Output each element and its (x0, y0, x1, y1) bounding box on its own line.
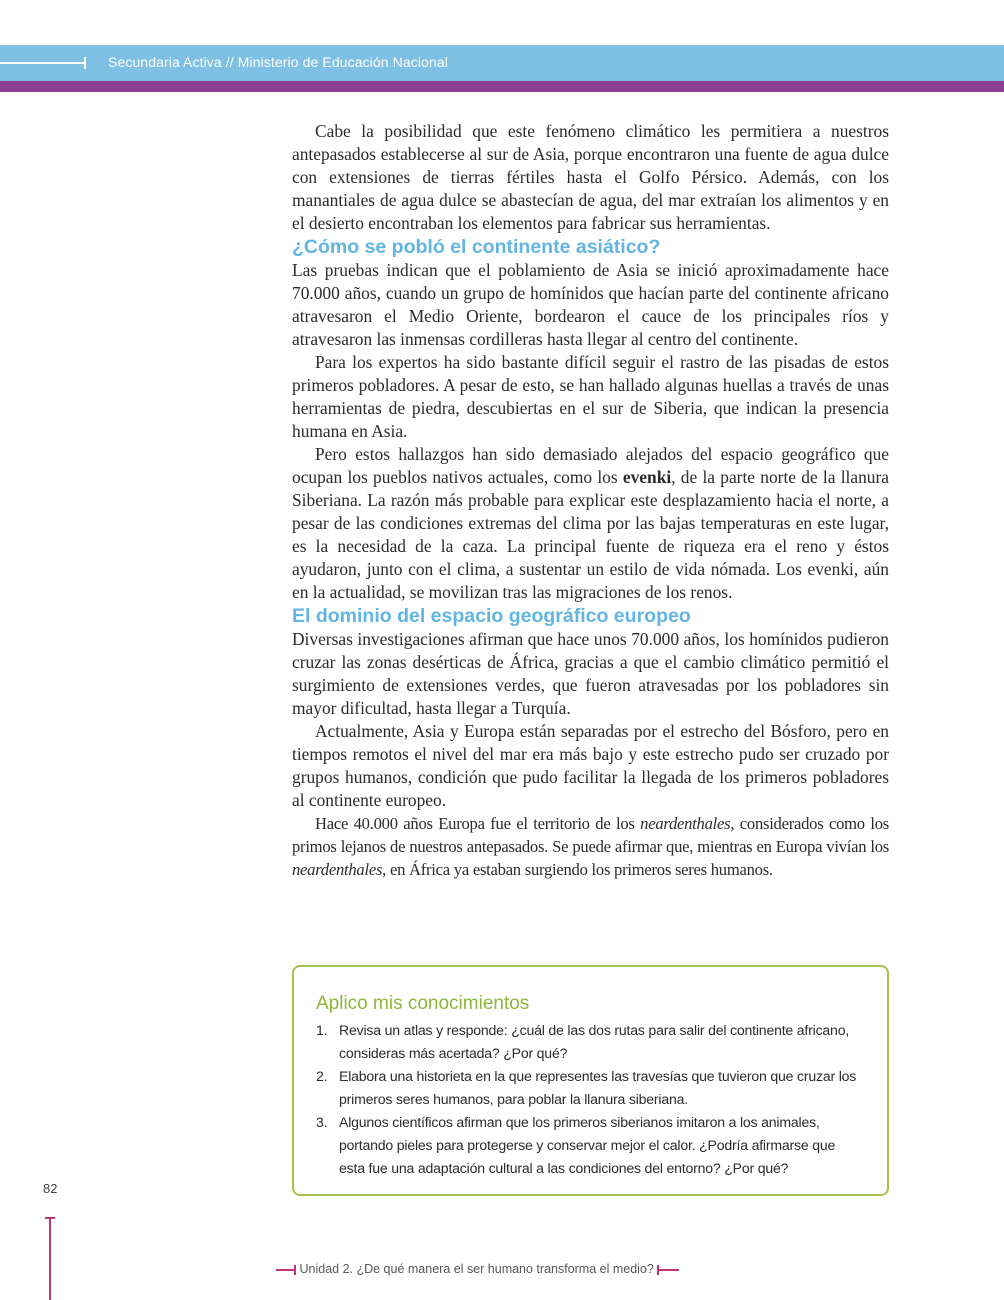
activity-item (316, 1111, 864, 1180)
header-stripe (0, 81, 1004, 92)
activity-item-text: Algunos científicos afirman que los primeros siberianos imitaron a los animales, portando pieles para protegerse y conservar mejor el calor. ¿Podría afirmarse que esta fue una adaptación cultural a las condiciones del entorno? ¿Por qué? (339, 1114, 836, 1176)
page-number: 82 (43, 1181, 58, 1196)
activity-item-number: 1. (316, 1022, 328, 1038)
asia-paragraph-3 (292, 443, 889, 604)
asia-paragraph-1: Las pruebas indican que el poblamiento de Asia se inició aproximadamente hace 70.000 años, cuando un grupo de homínidos que hacían parte del continente africano atravesaron el Medio Oriente, bordearon el cauce de los principales ríos y atravesaron las inmensas cordilleras hasta llegar al centro del continente. (292, 260, 889, 349)
header-rule (0, 62, 85, 64)
asia-paragraph-2: Para los expertos ha sido bastante difícil seguir el rastro de las pisadas de estos primeros pobladores. A pesar de esto, se han hallado algunas huellas a través de unas herramientas de piedra, descubiertas en el sur de Siberia, que indican la presencia humana en Asia. (292, 352, 889, 441)
activity-item (316, 1065, 864, 1111)
margin-rule (49, 1218, 51, 1300)
footer-rule-left (276, 1269, 296, 1271)
activity-item-text: Elabora una historieta en la que representes las travesías que tuvieron que cruzar los primeros seres humanos, para poblar la llanura siberiana. (339, 1068, 857, 1107)
evenki-term: evenki (622, 467, 672, 487)
europe-paragraph-3 (292, 812, 889, 881)
asia-p3-text-b: , de la parte norte de la llanura Siberiana. La razón más probable para explicar este desplazamiento hacia el norte, a pesar de las condiciones extremas del clima por las bajas temperaturas en este lugar, es la necesidad de la caza. La principal fuente de riqueza era el reno y éstos ayudaron, junto con el clima, a sustentar un estilo de vida nómada. Los evenki, aún en la actualidad, se movilizan tras las migraciones de los renos. (292, 467, 889, 602)
europe-p3-text-b: , considerados como los primos lejanos de nuestros antepasados. Se puede afirmar que, mientras en Europa vivían los (292, 814, 889, 856)
header-title: Secundaria Activa // Ministerio de Educación Nacional (108, 54, 448, 70)
footer-rule-right (657, 1269, 679, 1271)
activity-list (316, 1019, 864, 1180)
activity-box (292, 965, 889, 1196)
neardenthales-term-2: neardenthales (292, 860, 383, 879)
header-rule-tick (84, 57, 86, 69)
intro-paragraph: Cabe la posibilidad que este fenómeno climático les permitiera a nuestros antepasados establecerse al sur de Asia, porque encontraron una fuente de agua dulce con extensiones de tierras fértiles hasta el Golfo Pérsico. Además, con los manantiales de agua dulce se abastecían de agua, del mar extraían los alimentos y en el desierto encontraban los elementos para fabricar sus herramientas. (292, 121, 889, 233)
europe-paragraph-2: Actualmente, Asia y Europa están separadas por el estrecho del Bósforo, pero en tiempos remotos el nivel del mar era más bajo y este estrecho pudo ser cruzado por grupos humanos, condición que pudo facilitar la llegada de los primeros pobladores al continente europeo. (292, 721, 889, 810)
europe-p3-text-a: Hace 40.000 años Europa fue el territorio de los (315, 814, 641, 833)
activity-item-number: 3. (316, 1114, 328, 1130)
activity-item (316, 1019, 864, 1065)
activity-item-number: 2. (316, 1068, 328, 1084)
europe-p3-text-c: , en África ya estaban surgiendo los primeros seres humanos. (382, 860, 773, 879)
activity-item-text: Revisa un atlas y responde: ¿cuál de las dos rutas para salir del continente africano, consideras más acertada? ¿Por qué? (339, 1022, 850, 1061)
footer-question: ¿De qué manera el ser humano transforma el medio? (353, 1262, 654, 1276)
section-title-europe: El dominio del espacio geográfico europeo (292, 605, 691, 627)
header-band (0, 45, 1004, 81)
main-text-column (292, 120, 889, 881)
footer (276, 1262, 679, 1278)
asia-p3-text-a: Pero estos hallazgos han sido demasiado alejados del espacio geográfico que ocupan los pueblos nativos actuales, como los (292, 444, 889, 487)
europe-paragraph-1: Diversas investigaciones afirman que hace unos 70.000 años, los homínidos pudieron cruzar las zonas desérticas de África, gracias a que el cambio climático permitió el surgimiento de extensiones verdes, que fueron atravesadas por los pobladores sin mayor dificultad, hasta llegar a Turquía. (292, 629, 889, 718)
section-title-asia: ¿Cómo se pobló el continente asiático? (292, 236, 661, 258)
footer-unit: Unidad 2. (299, 1262, 353, 1276)
neardenthales-term-1: neardenthales (640, 814, 731, 833)
activity-title: Aplico mis conocimientos (316, 993, 530, 1014)
